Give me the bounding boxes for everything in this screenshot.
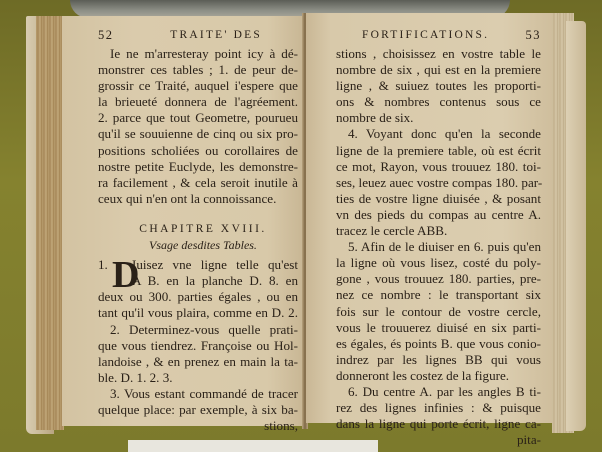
text-line: 4. Voyant donc qu'en la seconde	[348, 126, 541, 142]
text-line: nez ce nombre : le transportant six	[336, 287, 541, 303]
text-line: gone , vous trouuez 180. parties, pre-	[336, 271, 541, 287]
text-line: 5. Afin de le diuiser en 6. puis qu'en	[348, 239, 541, 255]
text-line: tracez le cercle ABB.	[336, 223, 448, 239]
running-title: TRAITE' DES	[170, 29, 262, 41]
left-running-head	[98, 27, 298, 45]
text-line: ceux qui n'en ont la connoissance.	[98, 190, 277, 206]
text-line: 2. parce que tout Geometre, pourueu	[98, 110, 298, 126]
chapter-subtitle: Vsage desdites Tables.	[149, 238, 257, 253]
text-line: qu'il se souuienne de cinq ou six pro-	[98, 126, 298, 142]
text-line: rez des lignes infinies : & puisque	[336, 400, 541, 416]
left-page-edges	[36, 16, 64, 430]
text-line: la ligne où vous lisez, costé du poly-	[336, 255, 541, 271]
text-line: fois sur le contour de vostre cercle,	[336, 303, 541, 319]
text-line: Iuisez vne ligne telle qu'est	[132, 257, 298, 273]
text-line: donneront les costez de la figure.	[336, 367, 510, 383]
page-number: 53	[525, 28, 541, 42]
item-1	[98, 254, 298, 321]
text-line: tant qu'il vous plaira, comme en D. 2.	[98, 305, 298, 321]
text-line: ses, leuez auec vostre compas 180. par-	[336, 174, 543, 190]
text-line: la brieueté donnera de l'agréement.	[98, 94, 298, 110]
text-line: nostre petite Euclyde, les demonstre-	[98, 158, 298, 174]
text-line: Ie ne m'arresteray point icy à dé-	[110, 46, 298, 61]
item-6	[336, 384, 541, 448]
item-2	[98, 322, 298, 386]
text-line: dans la ligne qui porte écrit, ligne ca-	[336, 416, 541, 432]
catchword: stions,	[264, 418, 298, 434]
item-3	[98, 386, 298, 434]
text-line: 2. Determinez-vous quelle prati-	[110, 321, 298, 337]
text-line: A B. en la planche D. 8. en	[132, 273, 298, 289]
item-5	[336, 239, 541, 384]
text-line: ce mot, Rayon, vous trouuez 180. toi-	[336, 158, 541, 174]
text-line: stions , choisissez en vostre table le	[336, 46, 541, 61]
text-line: deux ou 300. parties égales , ou en	[98, 289, 298, 305]
text-line: monstrer ces tables ; 1. de peur de-	[98, 62, 298, 78]
text-line: ligne de la premiere table, où est écrit	[336, 142, 541, 158]
text-line: vous le trouuerez diuisé en six parti-	[336, 319, 541, 335]
text-line: 6. Du centre A. par les angles B ti-	[348, 383, 541, 399]
text-line: ons & nombres contenus sous ce	[336, 94, 541, 110]
text-line: ties de vostre ligne diuisée , & posant	[336, 190, 541, 206]
text-line: grossir ce Traité, auquel i'espere que	[98, 78, 298, 94]
text-line: nombre de six , qui est en la premiere	[336, 62, 541, 78]
text-line: que vous tiendrez. Françoise ou Hol-	[98, 337, 298, 353]
text-line: landoise , & en prenez en main la ta-	[98, 353, 298, 369]
page-number: 52	[98, 28, 114, 42]
text-line: nombre de six.	[336, 110, 414, 126]
text-line: positions scholiées ou corollaires de	[98, 142, 298, 158]
text-line: quelque place: par exemple, à six ba-	[98, 401, 298, 417]
text-line: 3. Vous estant commandé de tracer	[110, 385, 298, 401]
continuation-paragraph	[336, 46, 541, 126]
chapter-heading: CHAPITRE XVIII.	[139, 222, 267, 235]
left-page-text	[98, 27, 298, 434]
catchword: pita-	[517, 432, 541, 448]
right-cover	[566, 21, 586, 431]
right-page-text	[336, 27, 541, 448]
text-line: ra facilement , & cela seroit inutile à	[98, 174, 298, 190]
right-running-head	[336, 27, 541, 45]
drop-cap-letter: D	[112, 254, 140, 297]
text-line: vn des pieds du compas au centre A.	[336, 206, 541, 222]
item-number: 1.	[98, 257, 108, 273]
paragraph-intro	[98, 46, 298, 207]
text-line: ble. D. 1. 2. 3.	[98, 369, 173, 385]
text-line: es égales, és points B. que vous conio-	[336, 335, 541, 351]
running-title: FORTIFICATIONS.	[362, 29, 490, 41]
text-line: indrez par les lignes BB qui vous	[336, 351, 541, 367]
text-line: ligne , & suiuez toutes les proporti-	[336, 78, 541, 94]
item-4	[336, 126, 541, 239]
